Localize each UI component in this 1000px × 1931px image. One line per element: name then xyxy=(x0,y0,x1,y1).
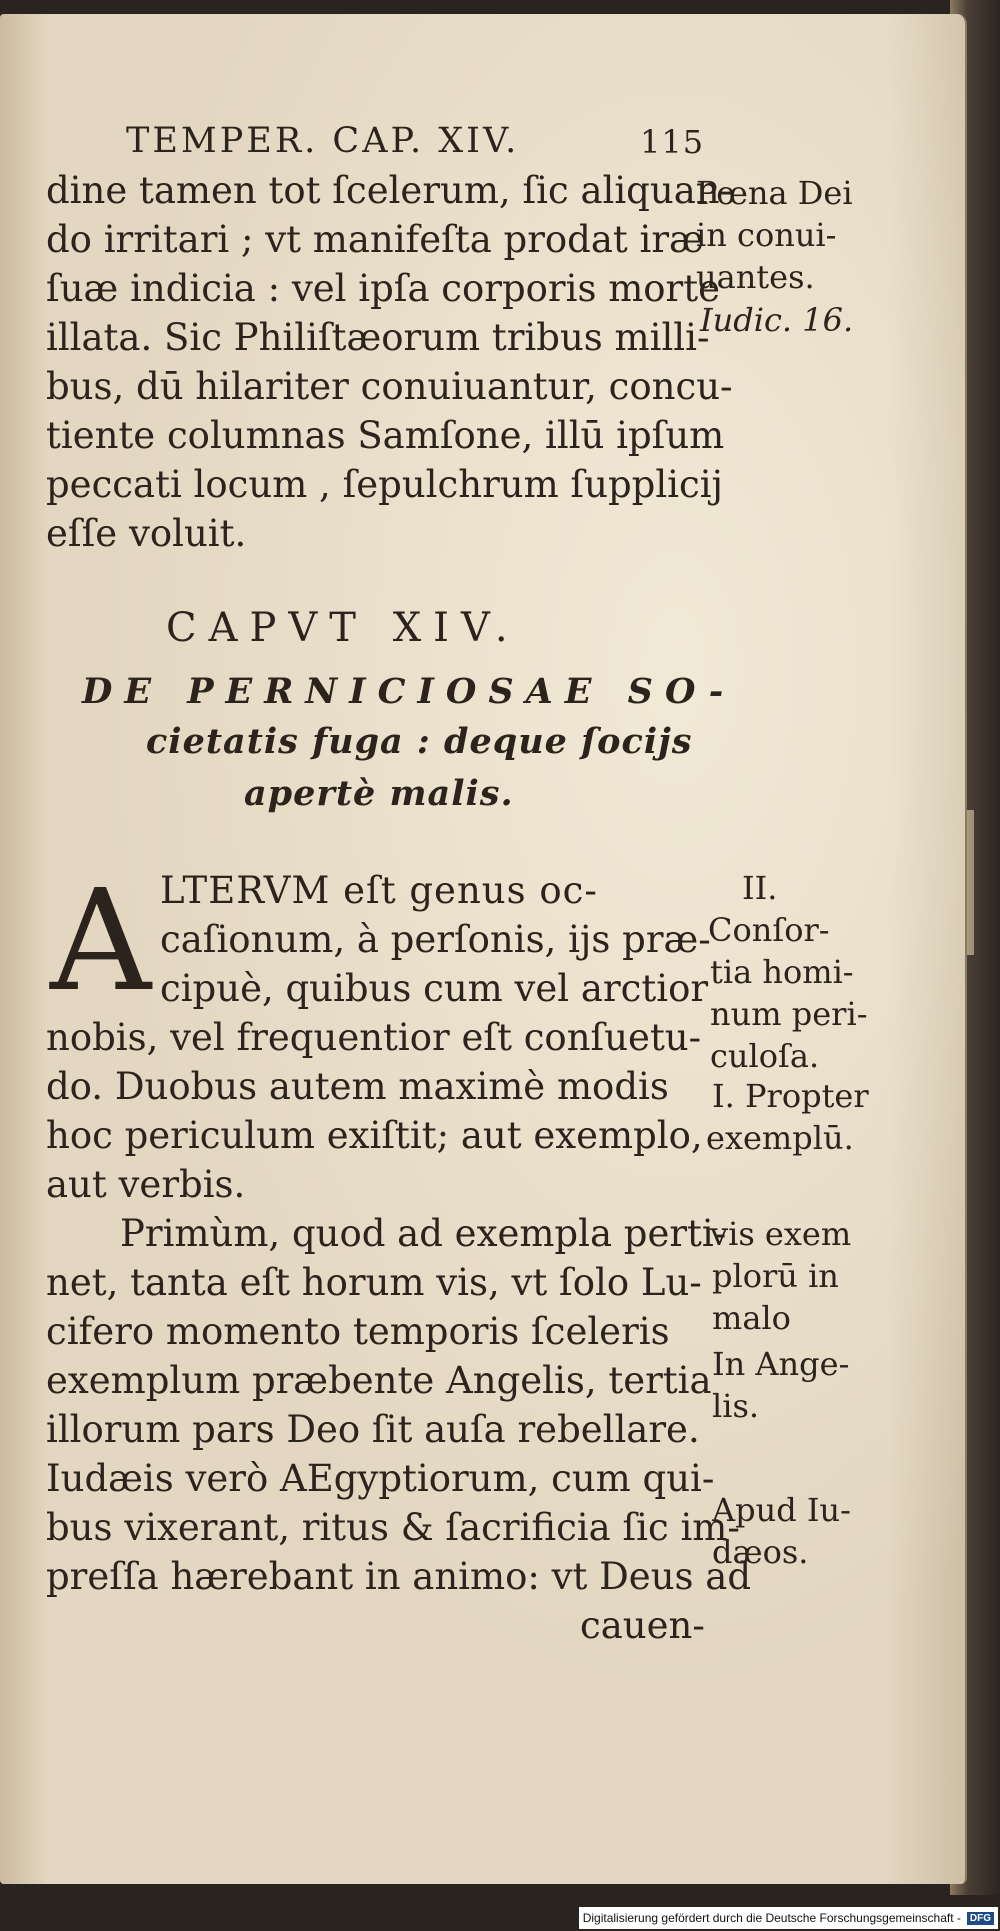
dfg-logo-icon: DFG xyxy=(967,1912,994,1925)
text-line: Primùm, quod ad exempla perti- xyxy=(120,1212,727,1255)
text-line: bus, dū hilariter conuiuantur, concu- xyxy=(46,365,733,408)
drop-cap: A xyxy=(50,860,152,1023)
text-line: dine tamen tot ſcelerum, ſic aliquan- xyxy=(46,169,733,212)
text-line: exemplum præbente Angelis, tertia xyxy=(46,1359,712,1402)
margin-note: dæos. xyxy=(712,1533,809,1571)
chapter-heading: CAPVT XIV. xyxy=(166,605,520,651)
text-line: nobis, vel frequentior eſt conſuetu- xyxy=(46,1016,702,1059)
text-line: illata. Sic Philiſtæorum tribus milli- xyxy=(46,316,710,359)
text-line: do. Duobus autem maximè modis xyxy=(46,1065,669,1108)
margin-note: Iudic. 16. xyxy=(700,301,854,339)
text-line: ſuæ indicia : vel ipſa corporis morte xyxy=(46,267,721,310)
margin-note: Apud Iu- xyxy=(712,1491,851,1529)
text-line: preſſa hærebant in animo: vt Deus ad xyxy=(46,1555,752,1598)
chapter-subtitle: apertè malis. xyxy=(244,773,514,814)
margin-note: num peri- xyxy=(710,995,868,1033)
text-line: bus vixerant, ritus & ſacrificia ſic im- xyxy=(46,1506,740,1549)
text-line: do irritari ; vt manifeſta prodat iræ xyxy=(46,218,704,261)
margin-note: lis. xyxy=(712,1387,760,1425)
text-line: hoc periculum exiſtit; aut exemplo, xyxy=(46,1114,703,1157)
margin-note: In Ange- xyxy=(712,1345,850,1383)
text-line: aut verbis. xyxy=(46,1163,246,1206)
text-line: cipuè, quibus cum vel arctior xyxy=(160,967,709,1010)
margin-note: uantes. xyxy=(696,258,815,296)
text-line: Iudæis verò AEgyptiorum, cum qui- xyxy=(46,1457,715,1500)
page-number: 115 xyxy=(640,123,705,161)
margin-note: I. Propter xyxy=(712,1077,869,1115)
margin-note: Conſor- xyxy=(708,911,830,949)
chapter-subtitle: DE PERNICIOSAE SO- xyxy=(82,671,736,712)
catchword: cauen- xyxy=(580,1604,705,1647)
text-line: illorum pars Deo ſit auſa rebellare. xyxy=(46,1408,700,1451)
margin-note: plorū in xyxy=(712,1257,839,1295)
margin-note: II. xyxy=(742,869,778,907)
text-line: eſſe voluit. xyxy=(46,512,247,555)
text-line: peccati locum , ſepulchrum ſupplicij xyxy=(46,463,724,506)
margin-note: tia homi- xyxy=(710,953,854,991)
digitization-credit xyxy=(579,1907,998,1929)
chapter-subtitle: cietatis fuga : deque ſocijs xyxy=(146,721,693,762)
running-head-title: TEMPER. CAP. XIV. xyxy=(126,121,520,161)
margin-note: culoſa. xyxy=(710,1037,820,1075)
text-line: caſionum, à perſonis, ijs præ- xyxy=(160,918,711,961)
margin-note: in conui- xyxy=(696,216,837,254)
margin-note: exemplū. xyxy=(706,1119,854,1157)
margin-note: Pœna Dei xyxy=(696,174,853,212)
text-line: LTERVM eſt genus oc- xyxy=(160,869,598,912)
margin-note: malo xyxy=(712,1299,791,1337)
text-line: net, tanta eſt horum vis, vt ſolo Lu- xyxy=(46,1261,702,1304)
text-line: cifero momento temporis ſceleris xyxy=(46,1310,670,1353)
text-line: tiente columnas Samſone, illū ipſum xyxy=(46,414,725,457)
book-page xyxy=(0,14,967,1884)
margin-note: vis exem xyxy=(710,1215,852,1253)
credit-text: Digitalisierung gefördert durch die Deutsche Forschungsgemeinschaft - xyxy=(582,1911,961,1925)
